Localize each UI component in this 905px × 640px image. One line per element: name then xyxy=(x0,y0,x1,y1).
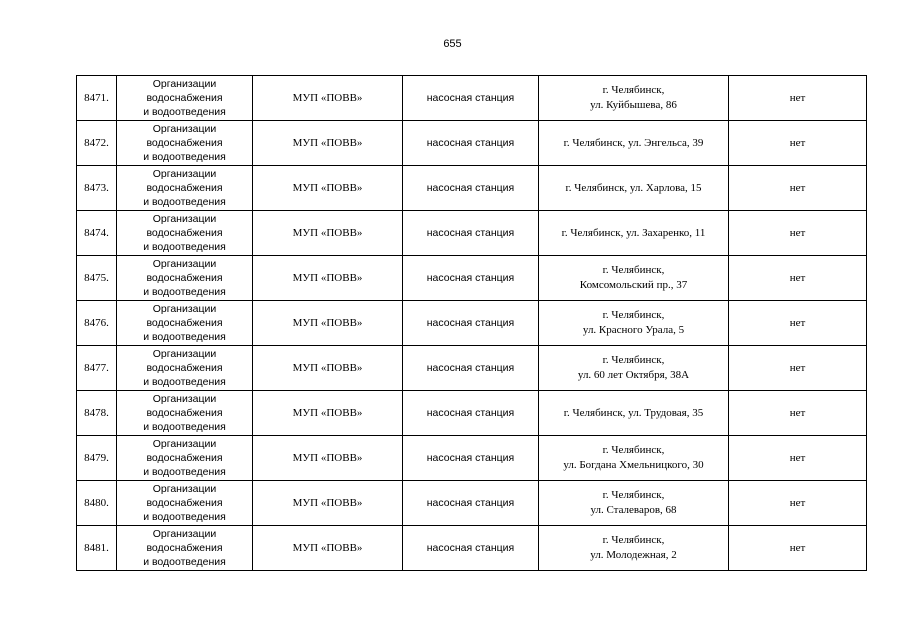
row-number-cell: 8471. xyxy=(77,76,117,121)
organization-type-line-2: водоснабжения xyxy=(146,497,223,509)
table-row xyxy=(77,526,867,571)
address-line-1: г. Челябинск, ул. Трудовая, 35 xyxy=(563,406,704,419)
organization-type-line-3: и водоотведения xyxy=(143,241,226,253)
row-number-cell: 8481. xyxy=(77,526,117,571)
address-line-1: г. Челябинск, xyxy=(602,309,665,321)
organization-type-cell xyxy=(117,76,253,121)
organization-type-line-2: водоснабжения xyxy=(146,407,223,419)
organization-name-cell: МУП «ПОВВ» xyxy=(253,121,403,166)
table-row xyxy=(77,481,867,526)
address-cell xyxy=(539,301,729,346)
address-cell xyxy=(539,346,729,391)
organization-type-line-2: водоснабжения xyxy=(146,452,223,464)
address-line-1: г. Челябинск, ул. Захаренко, 11 xyxy=(561,226,706,239)
object-type-cell: насосная станция xyxy=(403,256,539,301)
address-cell xyxy=(539,256,729,301)
organization-type-line-2: водоснабжения xyxy=(146,317,223,329)
organization-type-line-2: водоснабжения xyxy=(146,542,223,554)
organization-type-line-1: Организации xyxy=(152,438,217,450)
organization-type-line-2: водоснабжения xyxy=(146,137,223,149)
organization-name-cell: МУП «ПОВВ» xyxy=(253,391,403,436)
organization-type-cell xyxy=(117,166,253,211)
table-row xyxy=(77,211,867,256)
value-cell: нет xyxy=(729,481,867,526)
organization-type-line-3: и водоотведения xyxy=(143,196,226,208)
organization-type-line-3: и водоотведения xyxy=(143,556,226,568)
value-cell: нет xyxy=(729,211,867,256)
value-cell: нет xyxy=(729,166,867,211)
organization-name-cell: МУП «ПОВВ» xyxy=(253,211,403,256)
object-type-cell: насосная станция xyxy=(403,526,539,571)
page-number: 655 xyxy=(443,38,462,50)
organization-type-line-3: и водоотведения xyxy=(143,106,226,118)
value-cell: нет xyxy=(729,391,867,436)
address-cell xyxy=(539,436,729,481)
organization-type-line-3: и водоотведения xyxy=(143,331,226,343)
address-cell xyxy=(539,166,729,211)
value-cell: нет xyxy=(729,76,867,121)
registry-table-body xyxy=(77,76,867,571)
organization-name-cell: МУП «ПОВВ» xyxy=(253,256,403,301)
registry-table xyxy=(76,75,867,571)
organization-type-line-2: водоснабжения xyxy=(146,182,223,194)
organization-type-cell xyxy=(117,256,253,301)
organization-type-line-1: Организации xyxy=(152,213,217,225)
organization-type-line-3: и водоотведения xyxy=(143,286,226,298)
address-line-1: г. Челябинск, xyxy=(602,444,665,456)
object-type-cell: насосная станция xyxy=(403,121,539,166)
address-line-1: г. Челябинск, ул. Энгельса, 39 xyxy=(563,136,704,149)
table-row xyxy=(77,346,867,391)
organization-name-cell: МУП «ПОВВ» xyxy=(253,526,403,571)
address-cell xyxy=(539,391,729,436)
organization-type-line-3: и водоотведения xyxy=(143,421,226,433)
row-number-cell: 8477. xyxy=(77,346,117,391)
organization-type-cell xyxy=(117,481,253,526)
table-row xyxy=(77,301,867,346)
organization-type-cell xyxy=(117,436,253,481)
value-cell: нет xyxy=(729,121,867,166)
table-row xyxy=(77,436,867,481)
organization-type-line-3: и водоотведения xyxy=(143,151,226,163)
address-line-2: ул. Богдана Хмельницкого, 30 xyxy=(563,459,704,471)
row-number-cell: 8478. xyxy=(77,391,117,436)
object-type-cell: насосная станция xyxy=(403,391,539,436)
object-type-cell: насосная станция xyxy=(403,166,539,211)
organization-type-line-1: Организации xyxy=(152,78,217,90)
address-cell xyxy=(539,526,729,571)
organization-type-cell xyxy=(117,346,253,391)
object-type-cell: насосная станция xyxy=(403,436,539,481)
organization-type-line-2: водоснабжения xyxy=(146,272,223,284)
address-line-2: ул. 60 лет Октября, 38А xyxy=(577,369,690,381)
organization-type-line-3: и водоотведения xyxy=(143,466,226,478)
organization-type-cell xyxy=(117,121,253,166)
value-cell: нет xyxy=(729,256,867,301)
organization-type-line-3: и водоотведения xyxy=(143,511,226,523)
value-cell: нет xyxy=(729,436,867,481)
address-line-1: г. Челябинск, xyxy=(602,534,665,546)
table-row xyxy=(77,391,867,436)
table-row xyxy=(77,256,867,301)
address-line-2: ул. Сталеваров, 68 xyxy=(590,504,677,516)
address-cell xyxy=(539,481,729,526)
organization-type-cell xyxy=(117,391,253,436)
address-line-2: ул. Куйбышева, 86 xyxy=(590,99,677,111)
organization-type-line-1: Организации xyxy=(152,528,217,540)
address-cell xyxy=(539,76,729,121)
organization-type-line-2: водоснабжения xyxy=(146,92,223,104)
object-type-cell: насосная станция xyxy=(403,481,539,526)
address-cell xyxy=(539,121,729,166)
address-line-1: г. Челябинск, xyxy=(602,84,665,96)
object-type-cell: насосная станция xyxy=(403,211,539,256)
table-row xyxy=(77,76,867,121)
address-line-1: г. Челябинск, xyxy=(602,489,665,501)
organization-type-line-3: и водоотведения xyxy=(143,376,226,388)
row-number-cell: 8475. xyxy=(77,256,117,301)
organization-type-line-1: Организации xyxy=(152,168,217,180)
table-row xyxy=(77,121,867,166)
row-number-cell: 8479. xyxy=(77,436,117,481)
row-number-cell: 8472. xyxy=(77,121,117,166)
object-type-cell: насосная станция xyxy=(403,301,539,346)
organization-type-cell xyxy=(117,526,253,571)
organization-name-cell: МУП «ПОВВ» xyxy=(253,76,403,121)
row-number-cell: 8473. xyxy=(77,166,117,211)
organization-type-line-2: водоснабжения xyxy=(146,362,223,374)
organization-name-cell: МУП «ПОВВ» xyxy=(253,436,403,481)
organization-name-cell: МУП «ПОВВ» xyxy=(253,301,403,346)
row-number-cell: 8476. xyxy=(77,301,117,346)
organization-name-cell: МУП «ПОВВ» xyxy=(253,166,403,211)
organization-type-line-1: Организации xyxy=(152,483,217,495)
organization-type-line-1: Организации xyxy=(152,258,217,270)
organization-name-cell: МУП «ПОВВ» xyxy=(253,481,403,526)
object-type-cell: насосная станция xyxy=(403,346,539,391)
address-line-1: г. Челябинск, xyxy=(602,354,665,366)
value-cell: нет xyxy=(729,346,867,391)
address-line-2: Комсомольский пр., 37 xyxy=(579,279,688,291)
address-line-1: г. Челябинск, ул. Харлова, 15 xyxy=(565,181,702,194)
address-line-2: ул. Молодежная, 2 xyxy=(590,549,677,561)
address-line-2: ул. Красного Урала, 5 xyxy=(582,324,685,336)
table-row xyxy=(77,166,867,211)
organization-type-line-1: Организации xyxy=(152,393,217,405)
organization-type-line-1: Организации xyxy=(152,303,217,315)
address-line-1: г. Челябинск, xyxy=(602,264,665,276)
value-cell: нет xyxy=(729,301,867,346)
value-cell: нет xyxy=(729,526,867,571)
row-number-cell: 8480. xyxy=(77,481,117,526)
object-type-cell: насосная станция xyxy=(403,76,539,121)
organization-type-cell xyxy=(117,211,253,256)
organization-type-line-1: Организации xyxy=(152,123,217,135)
address-cell xyxy=(539,211,729,256)
organization-name-cell: МУП «ПОВВ» xyxy=(253,346,403,391)
organization-type-cell xyxy=(117,301,253,346)
organization-type-line-2: водоснабжения xyxy=(146,227,223,239)
organization-type-line-1: Организации xyxy=(152,348,217,360)
row-number-cell: 8474. xyxy=(77,211,117,256)
